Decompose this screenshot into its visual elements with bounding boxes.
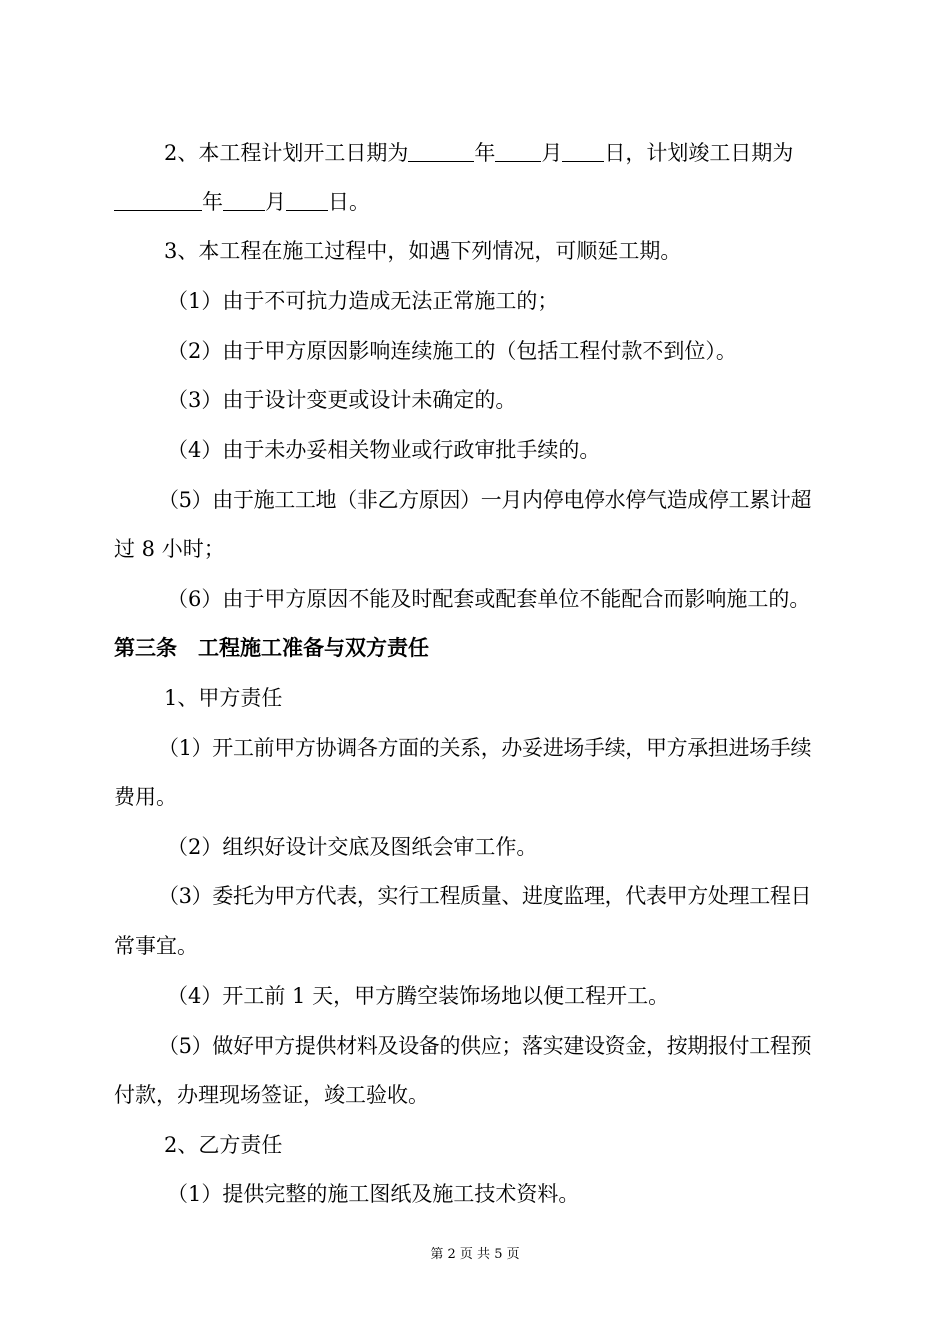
party-a-item-1-cont: 费用。 [114, 785, 177, 809]
party-a-item-3: （3）委托为甲方代表，实行工程质量、进度监理，代表甲方处理工程日 [158, 884, 812, 908]
delay-item-6: （6）由于甲方原因不能及时配套或配套单位不能配合而影响施工的。 [167, 587, 811, 611]
end-day-label: 日。 [328, 190, 370, 214]
party-b-item-1: （1）提供完整的施工图纸及施工技术资料。 [167, 1182, 580, 1206]
party-a-heading: 1、甲方责任 [164, 686, 283, 710]
delay-item-2: （2）由于甲方原因影响连续施工的（包括工程付款不到位）。 [167, 339, 737, 363]
party-a-item-1: （1）开工前甲方协调各方面的关系，办妥进场手续，甲方承担进场手续 [158, 736, 812, 760]
party-a-item-5: （5）做好甲方提供材料及设备的供应；落实建设资金，按期报付工程预 [158, 1034, 812, 1058]
party-b-heading: 2、乙方责任 [164, 1133, 283, 1157]
delay-item-5: （5）由于施工工地（非乙方原因）一月内停电停水停气造成停工累计超 [158, 488, 812, 512]
article-3-title: 第三条 工程施工准备与双方责任 [114, 635, 429, 660]
start-date-line [0, 133, 950, 173]
end-year-label: 年 [202, 190, 223, 214]
start-month-blank [495, 137, 541, 162]
start-date-prefix: 2、本工程计划开工日期为 [164, 141, 409, 165]
delay-item-5-cont: 过 8 小时； [114, 537, 225, 561]
end-day-blank [286, 186, 328, 211]
party-a-item-4: （4）开工前 1 天，甲方腾空装饰场地以便工程开工。 [167, 984, 670, 1008]
end-month-label: 月 [265, 190, 286, 214]
clause-3-text: 3、本工程在施工过程中，如遇下列情况，可顺延工期。 [164, 239, 682, 263]
start-year-blank [408, 137, 474, 162]
start-day-blank [562, 137, 604, 162]
party-a-item-5-cont: 付款，办理现场签证，竣工验收。 [114, 1083, 429, 1107]
delay-item-1: （1）由于不可抗力造成无法正常施工的； [167, 289, 559, 313]
delay-item-4: （4）由于未办妥相关物业或行政审批手续的。 [167, 438, 601, 462]
delay-item-3: （3）由于设计变更或设计未确定的。 [167, 388, 517, 412]
completion-date-line [0, 182, 950, 222]
party-a-item-3-cont: 常事宜。 [114, 934, 198, 958]
end-year-blank [114, 186, 202, 211]
party-a-item-2: （2）组织好设计交底及图纸会审工作。 [167, 835, 538, 859]
end-month-blank [223, 186, 265, 211]
start-day-label: 日，计划竣工日期为 [604, 141, 794, 165]
page-number: 第 2 页 共 5 页 [430, 1247, 520, 1262]
start-month-label: 月 [541, 141, 563, 165]
start-year-label: 年 [474, 141, 496, 165]
page-footer [0, 1245, 950, 1265]
